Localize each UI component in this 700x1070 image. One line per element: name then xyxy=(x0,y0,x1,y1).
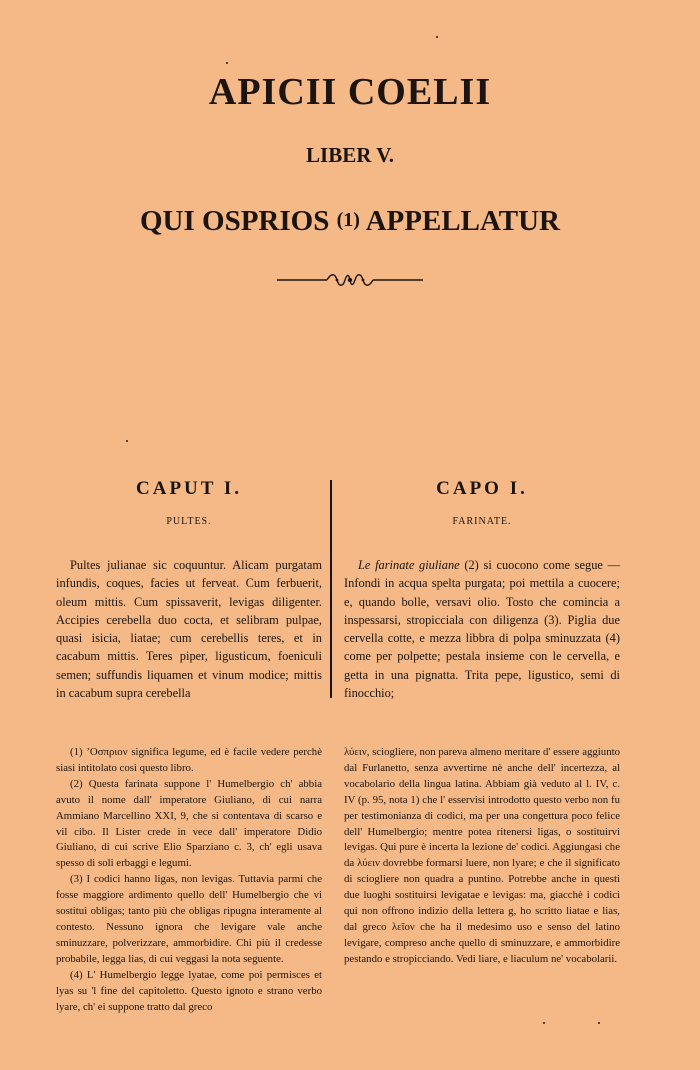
subtitle-text-after: APPELLATUR xyxy=(365,205,560,237)
latin-paragraph: Pultes julianae sic coquuntur. Alicam purgatam infundis, coques, facies ut ferveat. Cum ferbuerit, oleum mittis. Cum spissaverit, levigas diligenter. Accipies cerebella duo cocta, et selibram pulpae, quasi isicia, liatae; cum cerebellis teres, et in cacabum mittis. Teres piper, ligusticum, foeniculi semen; suffundis liquamen et vinum modice; mittis in cacabum supra cerebella xyxy=(56,558,322,701)
paper-speck xyxy=(598,1022,600,1024)
italian-italic-phrase: Le farinate giuliane xyxy=(358,558,460,572)
book-number: LIBER V. xyxy=(306,143,394,167)
latin-text xyxy=(56,556,322,702)
italian-paragraph-body: (2) si cuocono come segue — Infondi in acqua spelta purgata; poi mettila a cuocere; e, quando bolle, versavi olio. Tosto che comincia a inspessarsi, stropicciala con diligenza (3). Piglia due cervella cotte, e mezza libbra di polpa sminuzzata (4) come per polpette; pestala insieme con le cervella, e getta in una pignatta. Trita pepe, ligustico, semi di finocchio; xyxy=(344,558,620,701)
italian-column xyxy=(344,478,620,702)
chapter-heading-italian: CAPO I. xyxy=(436,478,528,499)
footnotes-left xyxy=(56,745,322,1015)
footnote: (2) Questa farinata suppone l' Humelbergio ch' abbia avuto il nome dall' imperatore Giuliano, di cui narra Ammiano Marcellino XXI, 9, che si contentava di scarso e vil cibo. Il Lister crede in vece dall' imperatore Didio Giuliano, di cui scrive Elio Sparziano c. 3, ch' egli usava spesso di soli erbaggi e legumi. xyxy=(56,777,322,870)
column-divider xyxy=(330,480,332,698)
paper-speck xyxy=(436,36,438,38)
page-title: APICII COELII xyxy=(208,71,492,113)
chapter-heading-latin: CAPUT I. xyxy=(136,478,242,499)
footnote-continuation: λύειν, sciogliere, non pareva almeno meritare d' essere aggiunto dal Furlanetto, senza avvertirne nè anche dell' incertezza, al vocabolario della lingua latina. Abbiam già veduto al l. IV, c. IV (p. 95, nota 1) che l' esservisi introdotto questo verbo non fu per testimonianza di codici, ma per una congettura poco felice dell' Humelbergio; mentre potea ritenersi ligas, o sostituirvi levigas. Qui pure è incerta la lezione de' codici. Aggiungasi che da λύειν dovrebbe formarsi luere, non lyare; e che il significato di sciogliere non quadra a puntino. Potrebbe anche in questi due luoghi sostituirsi levigatae e levigas: ma, giacchè i codici qui non offrono indizio della lettera g, ho scritto liatae e lias, dal greco λεῖον che ha il medesimo uso e senso del latino levigare, compreso anche quello di sminuzzare, e ammorbidire pestando e stropicciando. Vedi liare, e liaculum ne' vocabolarii. xyxy=(344,746,620,965)
subtitle-text-before: QUI OSPRIOS xyxy=(139,205,330,237)
paper-speck xyxy=(226,62,228,64)
ornament-flourish-icon xyxy=(275,270,425,290)
chapter-subheading-italian: FARINATE. xyxy=(452,516,512,527)
italian-paragraph xyxy=(344,556,620,702)
footnote: (4) L' Humelbergio legge lyatae, come poi permisces et lyas su 'l fine del capitoletto. Questo ignoto e strano verbo lyare, ch' ei suppone tratto dal greco xyxy=(56,968,322,1013)
paper-speck xyxy=(543,1022,545,1024)
book-subtitle xyxy=(0,205,700,238)
paper-speck xyxy=(126,440,128,442)
subtitle-note-ref: (1) xyxy=(336,209,360,231)
footnote: (1) ʼΟσπριον significa legume, ed è facile vedere perchè siasi intitolato così questo libro. xyxy=(56,746,322,774)
footnotes-right xyxy=(344,745,620,968)
italian-text xyxy=(344,556,620,702)
footnote: (3) I codici hanno ligas, non levigas. Tuttavia parmi che fosse maggiore ardimento quello dell' Humelbergio che vi sostituì obligas; tanto più che obligas ripugna interamente al contesto. Nessuno ignora che levigare vale anche sminuzzare, polverizzare, ammorbidire. Chi più il credesse probabile, legga lias, di cui veggasi la nota seguente. xyxy=(56,873,322,965)
chapter-subheading-latin: PULTES. xyxy=(166,516,212,527)
latin-column xyxy=(56,478,322,702)
